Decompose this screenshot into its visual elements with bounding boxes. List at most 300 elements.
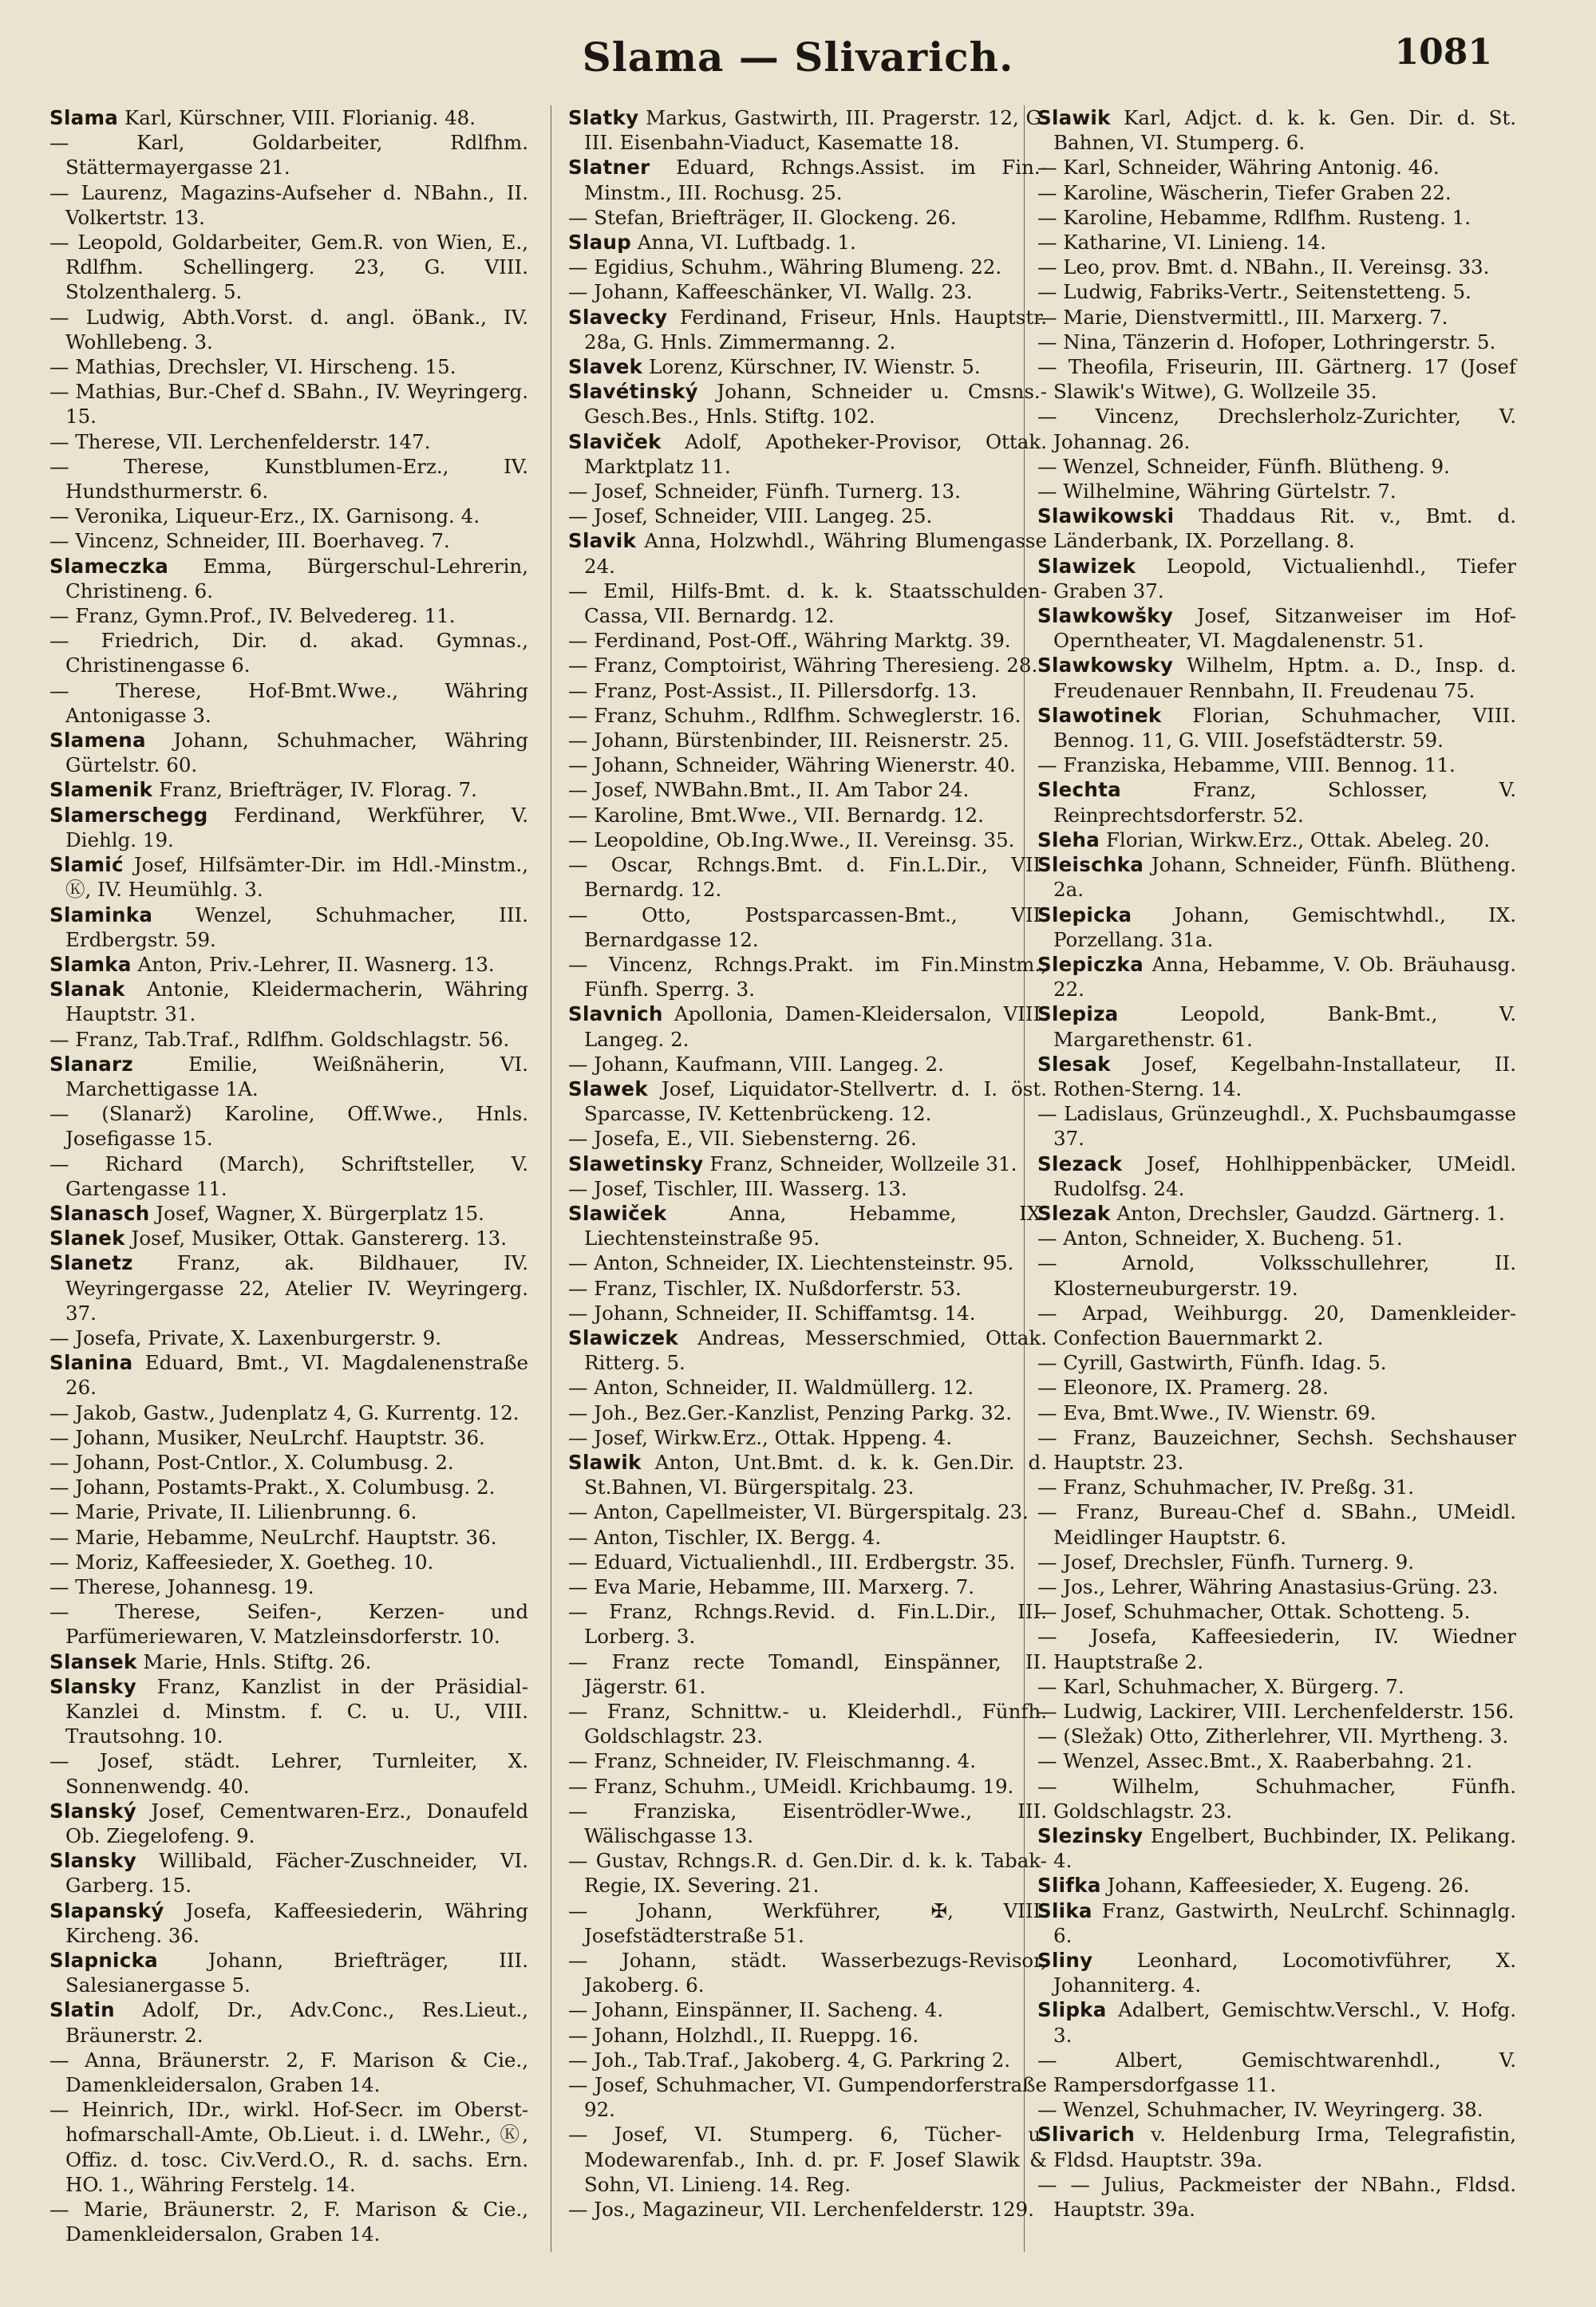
- entry-text: — Anton, Schneider, X. Bucheng. 51.: [1037, 1227, 1403, 1250]
- entry-text: — Ladislaus, Grünzeughdl., X. Puchsbaumgasse 37.: [1037, 1102, 1516, 1151]
- entry-text: — Jos., Lehrer, Währing Anastasius-Grüng. 23.: [1037, 1574, 1499, 1598]
- entry-text: Andreas, Messerschmied, Ottak. Ritterg. 5.: [584, 1325, 1048, 1375]
- entry-text: Marie, Hnls. Stiftg. 26.: [143, 1649, 372, 1673]
- entry-text: Adolf, Apotheker-Provisor, Ottak. Marktplatz 11.: [584, 429, 1047, 478]
- directory-entry: [568, 653, 1047, 677]
- directory-entry: [568, 1076, 1047, 1126]
- directory-entry: [568, 1774, 1047, 1799]
- directory-entry: [49, 554, 528, 603]
- directory-entry: [49, 230, 528, 305]
- directory-entry: [568, 678, 1047, 703]
- entry-text: — Wilhelmine, Währing Gürtelstr. 7.: [1037, 480, 1396, 504]
- directory-entry: [568, 852, 1047, 902]
- surname: Slezack: [1037, 1152, 1123, 1175]
- entry-text: — Johann, städt. Wasserbezugs-Revisor, Jakoberg. 6.: [568, 1949, 1047, 1997]
- directory-entry: [49, 777, 528, 802]
- entry-text: Willibald, Fächer-Zuschneider, VI. Garberg. 15.: [65, 1849, 528, 1898]
- directory-entry: [49, 1350, 528, 1400]
- entry-text: — Ludwig, Lackirer, VIII. Lerchenfelderstr. 156.: [1037, 1700, 1515, 1723]
- entry-text: Anna, VI. Luftbadg. 1.: [637, 231, 856, 255]
- entry-text: — Jos., Magazineur, VII. Lerchenfelderstr. 129.: [568, 2198, 1034, 2222]
- entry-text: — Johann, Bürstenbinder, III. Reisnerstr. 25.: [568, 729, 1009, 753]
- directory-entry: [568, 1425, 1047, 1450]
- directory-entry: [1037, 1400, 1516, 1425]
- surname: Slavecky: [568, 305, 668, 329]
- directory-entry: [568, 1052, 1047, 1076]
- entry-text: Emma, Bürgerschul-Lehrerin, Christineng. 6.: [65, 554, 528, 602]
- entry-text: — Josefa, Private, X. Laxenburgerstr. 9.: [49, 1325, 442, 1349]
- entry-text: — Karoline, Bmt.Wwe., VII. Bernardg. 12.: [568, 803, 984, 827]
- directory-entry: [1037, 1052, 1516, 1101]
- directory-entry: [1037, 1823, 1516, 1873]
- entry-text: — Marie, Dienstvermittl., III. Marxerg. 7.: [1037, 305, 1448, 329]
- surname: Slama: [49, 106, 119, 129]
- directory-entry: [1037, 1724, 1516, 1748]
- directory-entry: [568, 479, 1047, 504]
- entry-text: — Wenzel, Schneider, Fünfh. Blütheng. 9.: [1037, 454, 1450, 478]
- surname: Slapnicka: [49, 1949, 159, 1973]
- directory-entry: [49, 2097, 528, 2197]
- entry-text: — Heinrich, IDr., wirkl. Hof-Secr. im Oberst-hofmarschall-Amte, Ob.Lieut. i. d. LWehr., Ⓚ, Offiz. d. tosc. Civ.Verd.O., R. d. sachs. Ern. HO. 1., Währing Ferstelg. 14.: [49, 2098, 528, 2196]
- entry-text: Franz, Kanzlist in der Präsidial-Kanzlei d. Minstm. f. C. u. U., VIII. Trautsohng. 10.: [65, 1674, 528, 1748]
- directory-entry: [1037, 653, 1516, 702]
- entry-text: — Franz recte Tomandl, Einspänner, II. Jägerstr. 61.: [568, 1649, 1047, 1698]
- directory-entry: [568, 279, 1047, 304]
- entry-text: — Marie, Private, II. Lilienbrunng. 6.: [49, 1500, 417, 1524]
- surname: Slawkowšky: [1037, 604, 1174, 628]
- surname: Slawkowsky: [1037, 654, 1174, 677]
- directory-entry: [568, 777, 1047, 802]
- surname: Slamena: [49, 729, 146, 753]
- directory-entry: [1037, 903, 1516, 952]
- directory-entry: [568, 1898, 1047, 1948]
- entry-text: Ferdinand, Werkführer, V. Diehlg. 19.: [65, 803, 529, 851]
- directory-entry: [49, 1898, 528, 1948]
- entry-text: — Vincenz, Drechslerholz-Zurichter, V. Johannag. 26.: [1037, 405, 1516, 453]
- directory-entry: [49, 1425, 528, 1450]
- directory-entry: [49, 1649, 528, 1674]
- entry-text: — Albert, Gemischtwarenhdl., V. Rampersdorfgasse 11.: [1037, 2048, 1516, 2097]
- entry-text: — Eva, Bmt.Wwe., IV. Wienstr. 69.: [1037, 1400, 1377, 1424]
- directory-entry: [568, 1450, 1047, 1499]
- directory-entry: [1037, 1624, 1516, 1673]
- surname: Slawiček: [568, 1201, 667, 1225]
- entry-text: Adolf, Dr., Adv.Conc., Res.Lieut., Bräunerstr. 2.: [65, 1998, 528, 2047]
- entry-text: Josef, Hilfsämter-Dir. im Hdl.-Minstm., Ⓚ, IV. Heumühlg. 3.: [65, 853, 528, 902]
- entry-text: — Therese, Kunstblumen-Erz., IV. Hundsthurmerstr. 6.: [49, 454, 528, 504]
- entry-text: Wenzel, Schuhmacher, III. Erdbergstr. 59.: [65, 903, 528, 951]
- entry-text: — Vincenz, Schneider, III. Boerhaveg. 7.: [49, 529, 450, 553]
- column-1: [49, 105, 528, 2246]
- entry-text: — Nina, Tänzerin d. Hofoper, Lothringerstr. 5.: [1037, 330, 1496, 354]
- directory-entry: [568, 1400, 1047, 1425]
- surname: Slatky: [568, 106, 639, 129]
- entry-text: — Vincenz, Rchngs.Prakt. im Fin.Minstm., Fünfh. Sperrg. 3.: [568, 952, 1047, 1001]
- directory-entry: [49, 1101, 528, 1151]
- entry-text: — Eduard, Victualienhdl., III. Erdbergstr. 35.: [568, 1550, 1016, 1574]
- entry-text: — Franz, Schuhm., Rdlfhm. Schweglerstr. 16.: [568, 703, 1021, 727]
- entry-text: Wilhelm, Hptm. a. D., Insp. d. Freudenauer Rennbahn, II. Freudenau 75.: [1053, 654, 1516, 702]
- entry-text: — Anton, Schneider, II. Waldmüllerg. 12.: [568, 1376, 974, 1400]
- entry-text: — Josef, städt. Lehrer, Turnleiter, X. Sonnenwendg. 40.: [49, 1749, 528, 1798]
- entry-text: — Franz, Post-Assist., II. Pillersdorfg. 13.: [568, 678, 978, 702]
- surname: Slawiczek: [568, 1325, 679, 1349]
- surname: Slavétinský: [568, 380, 698, 404]
- directory-entry: [49, 1325, 528, 1350]
- directory-entry: [49, 1799, 528, 1848]
- entry-text: — Franz, Schneider, IV. Fleischmanng. 4.: [568, 1749, 976, 1773]
- directory-entry: [568, 1848, 1047, 1898]
- directory-entry: [1037, 703, 1516, 753]
- entry-text: — — Julius, Packmeister der NBahn., Fldsd. Hauptstr. 39a.: [1037, 2172, 1516, 2222]
- surname: Slapanský: [49, 1898, 164, 1922]
- entry-text: — (Slanarž) Karoline, Off.Wwe., Hnls. Josefigasse 15.: [49, 1102, 528, 1151]
- entry-text: — Egidius, Schuhm., Währing Blumeng. 22.: [568, 255, 1002, 279]
- surname: Slanarz: [49, 1052, 133, 1076]
- directory-entry: [1037, 1898, 1516, 1948]
- surname: Slansky: [49, 1849, 136, 1873]
- entry-text: Johann, Schneider u. Cmsns.-Gesch.Bes., Hnls. Stiftg. 102.: [584, 380, 1047, 429]
- surname: Slatner: [568, 156, 650, 180]
- directory-entry: [1037, 2097, 1516, 2122]
- entry-text: — Franz, Schuhm., UMeidl. Krichbaumg. 19.: [568, 1774, 1014, 1798]
- entry-text: — Joh., Bez.Ger.-Kanzlist, Penzing Parkg. 32.: [568, 1400, 1013, 1424]
- surname: Slaviček: [568, 429, 662, 453]
- entry-text: — Anna, Bräunerstr. 2, F. Marison & Cie., Damenkleidersalon, Graben 14.: [49, 2048, 528, 2097]
- entry-text: — Gustav, Rchngs.R. d. Gen.Dir. d. k. k. Tabak-Regie, IX. Severing. 21.: [568, 1849, 1047, 1898]
- entry-text: — Franz, Gymn.Prof., IV. Belvedereg. 11.: [49, 604, 456, 628]
- surname: Slepiza: [1037, 1002, 1119, 1026]
- entry-text: — Franz, Rchngs.Revid. d. Fin.L.Dir., III. Lorberg. 3.: [568, 1600, 1047, 1649]
- entry-text: Leonhard, Locomotivführer, X. Johanniterg. 4.: [1053, 1949, 1517, 1997]
- directory-entry: [568, 579, 1047, 628]
- surname: Slansek: [49, 1649, 137, 1673]
- entry-text: — Emil, Hilfs-Bmt. d. k. k. Staatsschulden-Cassa, VII. Bernardg. 12.: [568, 579, 1047, 628]
- directory-entry: [568, 728, 1047, 753]
- entry-text: Josef, Cementwaren-Erz., Donaufeld Ob. Ziegelofeng. 9.: [65, 1799, 529, 1848]
- directory-entry: [49, 454, 528, 504]
- directory-entry: [49, 1226, 528, 1250]
- entry-text: — Therese, Johannesg. 19.: [49, 1574, 314, 1598]
- entry-text: — Franz, Comptoirist, Währing Theresieng. 28.: [568, 654, 1038, 677]
- entry-text: — Johann, Postamts-Prakt., X. Columbusg. 2.: [49, 1475, 496, 1499]
- entry-text: Anna, Hebamme, IX. Liechtensteinstraße 95.: [584, 1201, 1047, 1250]
- directory-entry: [49, 1997, 528, 2047]
- directory-entry: [1037, 1201, 1516, 1226]
- entry-text: — Theofila, Friseurin, III. Gärtnerg. 17 (Josef Slawik's Witwe), G. Wollzeile 35.: [1037, 355, 1516, 404]
- directory-entry: [1037, 1873, 1516, 1898]
- directory-entry: [1037, 205, 1516, 230]
- entry-text: — Marie, Hebamme, NeuLrchf. Hauptstr. 36.: [49, 1525, 497, 1549]
- entry-text: Lorenz, Kürschner, IV. Wienstr. 5.: [649, 355, 981, 379]
- surname: Slawik: [1037, 106, 1111, 129]
- directory-entry: [568, 2197, 1047, 2222]
- entry-text: Johann, Briefträger, III. Salesianergasse 5.: [65, 1949, 528, 1997]
- directory-entry: [568, 155, 1047, 204]
- directory-entry: [49, 1400, 528, 1425]
- surname: Slanetz: [49, 1251, 133, 1275]
- entry-text: Josef, Wagner, X. Bürgerplatz 15.: [156, 1201, 484, 1225]
- entry-text: — Leopoldine, Ob.Ing.Wwe., II. Vereinsg. 35.: [568, 828, 1015, 851]
- column-3: [1037, 105, 1516, 2222]
- directory-entry: [49, 1027, 528, 1052]
- directory-entry: [49, 1052, 528, 1101]
- directory-entry: [1037, 279, 1516, 304]
- directory-entry: [49, 803, 528, 852]
- directory-entry: [1037, 1250, 1516, 1300]
- surname: Slamka: [49, 952, 132, 976]
- directory-entry: [49, 1948, 528, 1997]
- directory-entry: [568, 429, 1047, 479]
- entry-text: — Eleonore, IX. Pramerg. 28.: [1037, 1376, 1329, 1400]
- surname: Sleha: [1037, 828, 1100, 851]
- entry-text: — Moriz, Kaffeesieder, X. Goetheg. 10.: [49, 1550, 434, 1574]
- directory-entry: [49, 603, 528, 628]
- directory-entry: [1037, 1748, 1516, 1773]
- directory-entry: [49, 728, 528, 777]
- entry-text: Karl, Kürschner, VIII. Florianig. 48.: [124, 106, 476, 129]
- directory-entry: [49, 1848, 528, 1898]
- surname: Slawik: [568, 1450, 642, 1474]
- directory-entry: [568, 828, 1047, 852]
- entry-text: — Johann, Einspänner, II. Sacheng. 4.: [568, 1998, 944, 2022]
- surname: Slanasch: [49, 1201, 150, 1225]
- directory-entry: [568, 703, 1047, 728]
- surname: Slezinsky: [1037, 1824, 1144, 1848]
- entry-text: Ferdinand, Friseur, Hnls. Hauptstr. 28a, G. Hnls. Zimmermanng. 2.: [584, 305, 1047, 354]
- directory-entry: [1037, 753, 1516, 777]
- directory-entry: [1037, 180, 1516, 205]
- directory-entry: [1037, 1152, 1516, 1201]
- surname: Slavnich: [568, 1002, 663, 1026]
- directory-entry: [1037, 828, 1516, 852]
- entry-text: Emilie, Weißnäherin, VI. Marchettigasse 1A.: [65, 1052, 528, 1100]
- directory-entry: [49, 1550, 528, 1574]
- directory-entry: [1037, 1699, 1516, 1724]
- entry-text: Thaddaus Rit. v., Bmt. d. Länderbank, IX. Porzellang. 8.: [1053, 504, 1516, 553]
- directory-entry: [1037, 479, 1516, 504]
- directory-entry: [49, 528, 528, 553]
- entry-text: — Josef, Schuhmacher, VI. Gumpendorferstraße 92.: [568, 2073, 1047, 2122]
- directory-entry: [49, 1201, 528, 1226]
- directory-entry: [1037, 1226, 1516, 1250]
- directory-entry: [568, 1649, 1047, 1699]
- surname: Slawotinek: [1037, 703, 1162, 727]
- entry-text: — Franz, Schuhmacher, IV. Preßg. 31.: [1037, 1475, 1415, 1499]
- directory-entry: [1037, 1425, 1516, 1475]
- entry-text: Florian, Wirkw.Erz., Ottak. Abeleg. 20.: [1105, 828, 1491, 851]
- entry-text: Adalbert, Gemischtw.Verschl., V. Hofg. 3.: [1053, 1998, 1516, 2047]
- entry-text: Leopold, Bank-Bmt., V. Margarethenstr. 61.: [1053, 1002, 1516, 1051]
- directory-entry: [568, 1250, 1047, 1275]
- entry-text: — Johann, Holzhdl., II. Rueppg. 16.: [568, 2023, 919, 2047]
- directory-entry: [1037, 305, 1516, 330]
- directory-entry: [1037, 1301, 1516, 1350]
- directory-entry: [568, 1948, 1047, 1997]
- entry-text: — Franz, Schnittw.- u. Kleiderhdl., Fünfh. Goldschlagstr. 23.: [568, 1700, 1047, 1748]
- directory-entry: [1037, 155, 1516, 180]
- surname: Slavik: [568, 529, 637, 553]
- entry-text: — Josefa, Kaffeesiederin, IV. Wiedner Hauptstraße 2.: [1037, 1625, 1516, 1673]
- surname: Slavek: [568, 355, 643, 379]
- directory-entry: [1037, 2122, 1516, 2171]
- directory-entry: [49, 379, 528, 429]
- column-2: [568, 105, 1047, 2222]
- directory-entry: [1037, 777, 1516, 827]
- entry-text: — Franz, Bureau-Chef d. SBahn., UMeidl. Meidlinger Hauptstr. 6.: [1037, 1500, 1516, 1549]
- running-head: Slama — Slivarich.: [582, 34, 1014, 81]
- entry-text: — Josef, Drechsler, Fünfh. Turnerg. 9.: [1037, 1550, 1414, 1574]
- directory-entry: [49, 852, 528, 902]
- directory-entry: [1037, 1499, 1516, 1549]
- entry-text: Apollonia, Damen-Kleidersalon, VIII. Langeg. 2.: [584, 1002, 1047, 1051]
- entry-text: — Josefa, E., VII. Siebensterng. 26.: [568, 1127, 917, 1151]
- directory-entry: [1037, 1774, 1516, 1823]
- entry-text: — Leopold, Goldarbeiter, Gem.R. von Wien, E., Rdlfhm. Schellingerg. 23, G. VIII. Stolzenthalerg. 5.: [49, 231, 528, 304]
- entry-text: Josef, Musiker, Ottak. Ganstererg. 13.: [131, 1227, 507, 1250]
- entry-text: — Karl, Schneider, Währing Antonig. 46.: [1037, 156, 1440, 180]
- directory-entry: [568, 1126, 1047, 1151]
- directory-entry: [49, 952, 528, 977]
- directory-entry: [1037, 1674, 1516, 1699]
- directory-entry: [568, 1152, 1047, 1176]
- directory-entry: [49, 2048, 528, 2097]
- directory-entry: [49, 1574, 528, 1599]
- entry-text: Markus, Gastwirth, III. Pragerstr. 12, G. III. Eisenbahn-Viaduct, Kasematte 18.: [584, 106, 1047, 155]
- directory-entry: [568, 1699, 1047, 1748]
- entry-text: Johann, Kaffeesieder, X. Eugeng. 26.: [1107, 1874, 1470, 1898]
- directory-entry: [568, 903, 1047, 952]
- directory-entry: [1037, 2048, 1516, 2097]
- directory-entry: [49, 354, 528, 379]
- surname: Slamić: [49, 853, 124, 877]
- entry-text: — Wilhelm, Schuhmacher, Fünfh. Goldschlagstr. 23.: [1037, 1774, 1516, 1823]
- surname: Slika: [1037, 1898, 1092, 1922]
- directory-entry: [1037, 1001, 1516, 1051]
- entry-text: — Josef, NWBahn.Bmt., II. Am Tabor 24.: [568, 778, 970, 802]
- directory-entry: [49, 1152, 528, 1201]
- surname: Slanek: [49, 1227, 125, 1250]
- directory-entry: [568, 105, 1047, 155]
- entry-text: — Franz, Tab.Traf., Rdlfhm. Goldschlagstr. 56.: [49, 1027, 510, 1051]
- directory-entry: [49, 504, 528, 528]
- surname: Slawikowski: [1037, 504, 1175, 528]
- entry-text: — Marie, Bräunerstr. 2, F. Marison & Cie., Damenkleidersalon, Graben 14.: [49, 2198, 528, 2246]
- surname: Slamerschegg: [49, 803, 208, 827]
- directory-entry: [1037, 1475, 1516, 1499]
- directory-entry: [49, 305, 528, 354]
- directory-entry: [1037, 1550, 1516, 1574]
- directory-entry: [568, 628, 1047, 653]
- surname: Slipka: [1037, 1998, 1107, 2022]
- directory-entry: [568, 2048, 1047, 2072]
- entry-text: Josef, Hohlhippenbäcker, UMeidl. Rudolfsg. 24.: [1053, 1152, 1517, 1200]
- directory-entry: [568, 2023, 1047, 2048]
- directory-entry: [49, 678, 528, 728]
- entry-text: — Friedrich, Dir. d. akad. Gymnas., Christinengasse 6.: [49, 629, 528, 677]
- entry-text: — Josef, Schuhmacher, Ottak. Schotteng. 5.: [1037, 1600, 1471, 1624]
- entry-text: Johann, Schuhmacher, Währing Gürtelstr. 60.: [65, 729, 528, 777]
- entry-text: — Johann, Musiker, NeuLrchf. Hauptstr. 36.: [49, 1425, 485, 1449]
- surname: Slepicka: [1037, 903, 1132, 926]
- directory-entry: [1037, 2172, 1516, 2222]
- entry-text: — Johann, Schneider, II. Schiffamtsg. 14.: [568, 1301, 976, 1325]
- entry-text: — Johann, Kaffeeschänker, VI. Wallg. 23.: [568, 280, 973, 304]
- entry-text: Franz, Schneider, Wollzeile 31.: [709, 1152, 1017, 1175]
- entry-text: — Otto, Postsparcassen-Bmt., VII. Bernardgasse 12.: [568, 903, 1047, 951]
- surname: Slechta: [1037, 778, 1121, 802]
- directory-entry: [49, 1674, 528, 1749]
- entry-text: — Johann, Werkführer, ✠, VIII. Josefstädterstraße 51.: [568, 1898, 1047, 1947]
- directory-entry: [568, 354, 1047, 379]
- entry-text: Leopold, Victualienhdl., Tiefer Graben 37.: [1053, 554, 1516, 602]
- entry-text: — Anton, Schneider, IX. Liechtensteinstr. 95.: [568, 1251, 1014, 1275]
- directory-entry: [568, 1525, 1047, 1550]
- entry-text: Engelbert, Buchbinder, IX. Pelikang. 4.: [1053, 1824, 1516, 1873]
- directory-entry: [49, 1525, 528, 1550]
- directory-entry: [568, 803, 1047, 828]
- directory-entry: [568, 1550, 1047, 1574]
- directory-entry: [1037, 1599, 1516, 1624]
- directory-entry: [568, 952, 1047, 1001]
- surname: Sleischka: [1037, 853, 1144, 877]
- entry-text: — Oscar, Rchngs.Bmt. d. Fin.L.Dir., VII. Bernardg. 12.: [568, 853, 1047, 902]
- entry-text: Anna, Holzwhdl., Währing Blumengasse 24.: [584, 529, 1047, 578]
- directory-entry: [568, 1325, 1047, 1375]
- entry-text: — Katharine, VI. Linieng. 14.: [1037, 231, 1326, 255]
- entry-text: — Karoline, Hebamme, Rdlfhm. Rusteng. 1.: [1037, 205, 1472, 229]
- directory-entry: [568, 1276, 1047, 1301]
- surname: Slansky: [49, 1674, 136, 1698]
- surname: Slivarich: [1037, 2123, 1136, 2147]
- directory-entry: [568, 1599, 1047, 1649]
- entry-text: — Richard (March), Schriftsteller, V. Gartengasse 11.: [49, 1152, 528, 1200]
- directory-entry: [1037, 1101, 1516, 1151]
- surname: Slanina: [49, 1351, 133, 1375]
- entry-text: — Franz, Bauzeichner, Sechsh. Sechshauser Hauptstr. 23.: [1037, 1425, 1516, 1474]
- entry-text: — Franziska, Hebamme, VIII. Bennog. 11.: [1037, 753, 1456, 777]
- directory-entry: [1037, 255, 1516, 279]
- entry-text: Josefa, Kaffeesiederin, Währing Kircheng. 36.: [65, 1898, 528, 1947]
- entry-text: Eduard, Bmt., VI. Magdalenenstraße 26.: [65, 1351, 528, 1400]
- entry-text: — Anton, Capellmeister, VI. Bürgerspitalg. 23.: [568, 1500, 1029, 1524]
- entry-text: — Therese, Hof-Bmt.Wwe., Währing Antonigasse 3.: [49, 678, 528, 727]
- entry-text: — Karl, Goldarbeiter, Rdlfhm. Stättermayergasse 21.: [49, 131, 528, 180]
- entry-text: — Johann, Kaufmann, VIII. Langeg. 2.: [568, 1052, 944, 1076]
- entry-text: Eduard, Rchngs.Assist. im Fin.-Minstm., III. Rochusg. 25.: [584, 156, 1047, 204]
- directory-entry: [49, 1599, 528, 1649]
- directory-entry: [1037, 330, 1516, 354]
- surname: Slanak: [49, 978, 125, 1001]
- entry-text: Josef, Kegelbahn-Installateur, II. Rothen-Sterng. 14.: [1053, 1052, 1516, 1100]
- directory-entry: [568, 205, 1047, 230]
- entry-text: — Johann, Schneider, Währing Wienerstr. 40.: [568, 753, 1016, 777]
- surname: Slepiczka: [1037, 952, 1144, 976]
- entry-text: — Josef, VI. Stumperg. 6, Tücher- u. Modewarenfab., Inh. d. pr. F. Josef Slawik & Sohn, VI. Linieng. 14. Reg.: [568, 2123, 1047, 2196]
- entry-text: — Laurenz, Magazins-Aufseher d. NBahn., II. Volkertstr. 13.: [49, 180, 528, 229]
- directory-entry: [49, 1475, 528, 1499]
- entry-text: Anton, Unt.Bmt. d. k. k. Gen.Dir. d. St.Bahnen, VI. Bürgerspitalg. 23.: [584, 1450, 1047, 1499]
- directory-entry: [49, 429, 528, 454]
- entry-text: Anton, Drechsler, Gaudzd. Gärtnerg. 1.: [1116, 1201, 1505, 1225]
- entry-text: — Ludwig, Abth.Vorst. d. angl. öBank., IV. Wohllebeng. 3.: [49, 305, 528, 354]
- directory-entry: [568, 504, 1047, 528]
- surname: Slameczka: [49, 554, 169, 578]
- surname: Slanský: [49, 1799, 136, 1823]
- directory-entry: [568, 1748, 1047, 1773]
- directory-entry: [49, 1250, 528, 1325]
- entry-text: — Jakob, Gastw., Judenplatz 4, G. Kurrentg. 12.: [49, 1400, 519, 1424]
